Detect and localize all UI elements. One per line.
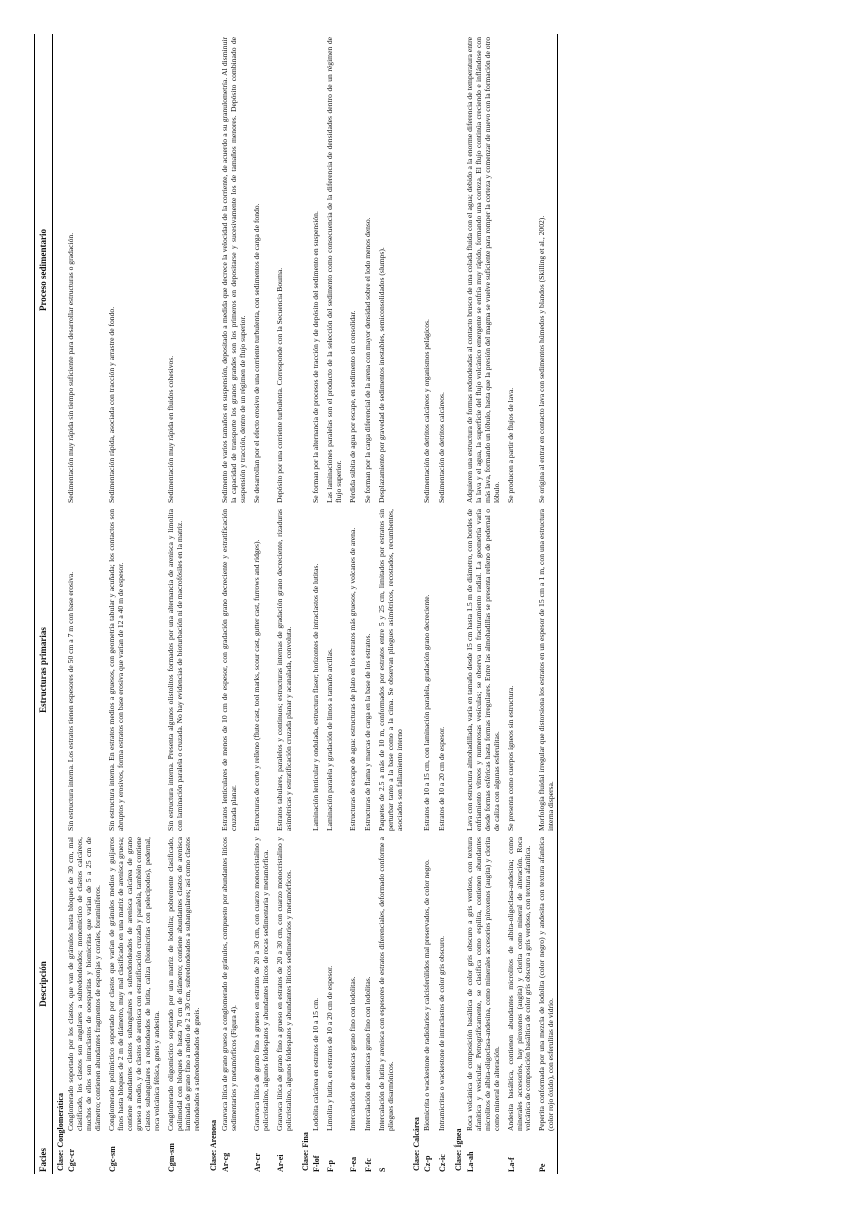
proceso-text: Se desarrollan por el efecto erosivo de una corriente turbulenta, con sedimentos de carga de fondo. <box>251 203 261 503</box>
descripcion-cell <box>345 834 359 1134</box>
header-facies: Facies <box>35 1134 53 1174</box>
proceso-text: Depósito por una corriente turbulenta. Corresponde con la Secuencia Bouma. <box>274 267 284 503</box>
descripcion-text: Intercalación de lutita y arenisca con espesores de estratos diferenciales, deformado conforme a pliegues disarmónicos. <box>377 837 396 1131</box>
descripcion-cell <box>163 834 204 1134</box>
facies-code: Cz-ic <box>437 1154 447 1172</box>
class-name: Clase: Arenosa <box>209 1119 219 1171</box>
estructuras-text: Laminación lenticular y ondulada, estructura flaser; horizontes de intraclastos de lutitas. <box>310 563 320 831</box>
table-row <box>104 34 163 1174</box>
facies-code: Ar-cr <box>252 1153 262 1172</box>
descripcion-text: Grauvaca lítica de grano fino a grueso en estratos de 20 a 30 cm, con cuarzo monocristalino y policristalino, algunos feldespatos y abundantes líticos de rocas sedimentaria y metamórfica. <box>251 837 270 1131</box>
estructuras-text: Estratos lenticulares de menos de 10 cm de espesor, con gradación grano decreciente y estratificación cruzada planar. <box>219 509 238 831</box>
table-row <box>434 34 448 1174</box>
estructuras-text: Morfología fluidal irregular que distorsiona los estratos en un espesor de 15 cm a 1 m, con una estructura interna dispersa. <box>537 509 556 831</box>
descripcion-text: Intercalación de areniscas grano fino con lodolitas. <box>362 976 372 1131</box>
facies-code: Ar-cg <box>220 1152 230 1172</box>
descripcion-text: Limolita y lutita, en estratos de 10 a 20 cm de espesor. <box>325 965 335 1131</box>
proceso-cell <box>422 34 433 506</box>
proceso-cell <box>360 34 374 506</box>
proceso-cell <box>465 34 503 506</box>
proceso-text: Se origina al entrar en contacto lava con sedimentos húmedos y blandos (Skilling et al., 2002). <box>537 215 547 503</box>
descripcion-cell <box>66 834 104 1134</box>
class-row <box>203 34 219 1174</box>
proceso-text: Se producen a partir de flujos de lava. <box>505 387 515 503</box>
descripcion-text: Andesita basáltica, contienen abundantes microlitos de albita-oligoclasa-andesina; como minerales accesorios, hay piroxenos (augita) y clorita como mineral de alteración. Roca volcánica de composición basáltica de color gris obscuro a gris verdoso, con textura afanítica. <box>505 837 533 1131</box>
estructuras-text: Lava con estructura almohadillada, varía en tamaño desde 15 cm hasta 1.5 m de diámetro, con bordes de enfriamiento vítreos y numerosas vesículas; se observa un fracturamiento radial. La geometría varía desde formas esféricas hasta formas irregulares. Entre las almohadillas se presenta relleno de pedernal o de caliza con algunas esferulitas. <box>464 509 501 831</box>
table-row <box>322 34 345 1174</box>
estructuras-text: Sin estructura interna. Presenta algunos olistolitos formados por una alternancia de arenisca y limolita con laminación paralela o cruzada. No hay evidencias de bioturbación ni de macrofósiles en la matriz. <box>165 509 184 831</box>
facies-code: Ar-ei <box>275 1154 285 1172</box>
facies-code: Pe <box>534 1134 557 1174</box>
estructuras-cell <box>249 506 272 834</box>
descripcion-cell <box>503 834 535 1134</box>
class-row <box>448 34 464 1174</box>
table-row <box>534 34 557 1174</box>
table-row <box>163 34 204 1174</box>
facies-code: Cgm-sm <box>166 1143 176 1172</box>
proceso-cell <box>345 34 359 506</box>
proceso-cell <box>163 34 204 506</box>
descripcion-text: Conglomerado soportado por los clastos, que van de gránulos hasta bloques de 30 cm, mal clasificado, los clastos son angulares a subredondeados; monomíctico de clastos calcáreos, muchos de ellos son intraclastos de ooesparitas y biomicritas que varían de 5 a 25 cm de diámetro; contienen abundantes fragmentos de esponjas y corales, foraminíferos. <box>66 837 102 1131</box>
table-row <box>503 34 535 1174</box>
facies-code: S <box>378 1167 388 1172</box>
estructuras-cell <box>345 506 359 834</box>
estructuras-cell <box>311 506 322 834</box>
estructuras-text: Estratos tabulares, paralelos y continuos; estructuras internas de gradación grano decreciente, rizaduras asimétricas y estratificación cruzada planar y acanalada, convoluta. <box>274 509 293 831</box>
table-row <box>374 34 406 1174</box>
proceso-cell <box>220 34 249 506</box>
header-estructuras: Estructuras primarias <box>35 506 53 834</box>
proceso-cell <box>434 34 448 506</box>
proceso-text: Se forman por la alternancia de procesos de tracción y de depósito del sedimento en suspensión. <box>310 211 320 503</box>
descripcion-cell <box>465 834 503 1134</box>
descripcion-text: Conglomerado polimíctico soportado por clastos que varían de gránulos medios y guijarros finos hasta bloques de 2 m de diámetro, muy mal clasificado en una matriz de arenisca gruesa; contiene abundantes clastos subangulares a subredondeados de arenisca calcárea de grano grueso a medio, y de clastos de arenisca con estratificación cruzada y paralela, también contiene clastos subangulares a redondeados de lutita, caliza (biomicritas con pelecípodos), pedernal, roca volcánica félsica, gneis y andesita. <box>106 837 161 1131</box>
estructuras-text: Sin estructura interna. En estratos medios a gruesos, con geometría tabular y acuñada; los contactos son abruptos y erosivos, forma estratos con base erosiva que varían de 12 a 40 m de espesor. <box>106 509 125 831</box>
facies-code: Cz-p <box>423 1155 433 1172</box>
descripcion-text: Grauvaca lítica de grano grueso a conglomerado de gránulos, compuesto por abundantes líticos sedimentarios y metamórficos (Figura 4). <box>219 837 238 1131</box>
class-name: Clase: Calcárea <box>412 1117 422 1171</box>
descripcion-text: Biomicrita o wackestone de radiolarios y calcisferúlidos mal preservados, de color negro. <box>422 859 432 1131</box>
class-row <box>406 34 422 1174</box>
table-body <box>52 34 558 1174</box>
facies-code: La-f <box>506 1157 516 1172</box>
proceso-cell <box>272 34 295 506</box>
proceso-text: Sedimentación de detritos calcáreos. <box>436 392 446 503</box>
header-descripcion: Descripción <box>35 834 53 1134</box>
estructuras-text: Estratos de 10 a 15 cm, con laminación paralela, gradación grano decreciente. <box>422 594 432 831</box>
proceso-text: Se forman por la carga diferencial de la arena con mayor densidad sobre el lodo menos denso. <box>362 217 372 503</box>
proceso-text: Sedimentación rápida, asociada con tracción y arrastre de fondo. <box>106 306 116 503</box>
descripcion-text: Intercalación de areniscas grano fino con lodolitas. <box>348 976 358 1131</box>
descripcion-cell <box>374 834 406 1134</box>
table-row <box>345 34 359 1174</box>
descripcion-cell <box>322 834 345 1134</box>
estructuras-text: Estructuras de corte y relleno (flute cast, tool marks, scour cast, gutter cast, furrows and ridges). <box>251 539 261 831</box>
facies-code: La-ah <box>465 1151 475 1172</box>
estructuras-cell <box>374 506 406 834</box>
descripcion-cell <box>220 834 249 1134</box>
descripcion-text: Roca volcánica de composición basáltica de color gris obscuro a gris verdoso, con textura afanítica y vesicular. Petrográficamente, se clasifica como espilita, contienen abundantes microlitos de albita-oligoclasa-andesina, como minerales accesorios piroxenos (augita) y clorita como mineral de alteración. <box>464 837 501 1131</box>
estructuras-text: Se presenta como cuerpos ígneos sin estructura. <box>505 685 515 831</box>
table-row <box>465 34 503 1174</box>
proceso-cell <box>322 34 345 506</box>
descripcion-cell <box>104 834 163 1134</box>
estructuras-cell <box>163 506 204 834</box>
proceso-text: Las laminaciones paralelas son el producto de la selección del sedimento como consecuencia de la diferencia de densidades dentro de un régimen de flujo superior. <box>325 37 344 503</box>
class-name: Clase: Conglomerática <box>55 1093 65 1171</box>
facies-code: Cgc-cr <box>67 1148 77 1172</box>
proceso-cell <box>66 34 104 506</box>
facies-code: F-p <box>326 1160 336 1172</box>
estructuras-cell <box>66 506 104 834</box>
estructuras-cell <box>220 506 249 834</box>
proceso-cell <box>503 34 535 506</box>
table-row <box>249 34 272 1174</box>
descripcion-text: Intramicritas o wackestone de intraclastos de color gris obscuro. <box>436 935 446 1131</box>
descripcion-cell <box>360 834 374 1134</box>
descripcion-cell <box>534 834 557 1134</box>
descripcion-cell <box>311 834 322 1134</box>
descripcion-text: Lodolita calcárea en estratos de 10 a 15 cm. <box>310 997 320 1131</box>
facies-code: Cgc-sm <box>107 1146 117 1172</box>
estructuras-cell <box>360 506 374 834</box>
proceso-text: Sedimentación de detritos calcáreos y organismos pelágicos. <box>422 319 432 503</box>
estructuras-cell <box>534 506 557 834</box>
table-row <box>311 34 322 1174</box>
estructuras-text: Estratos de 10 a 20 cm de espesor. <box>436 726 446 831</box>
table-row <box>422 34 433 1174</box>
header-proceso: Proceso sedimentario <box>35 34 53 506</box>
descripcion-text: Conglomerado oligomíctico soportado por una matriz de lodolita; pobremente clasificado, polimodal con bloques de hasta 70 cm de diámetro; contiene abundantes clastos de arenisca laminada de grano fino a medio de 2 a 30 cm, subredondeados a subangulares; así como clastos redondeados a subredondeados de gneis. <box>165 837 202 1131</box>
estructuras-text: Estructuras de flama y marcas de carga en la base de los estratos. <box>362 633 372 831</box>
facies-table <box>34 34 558 1174</box>
facies-code: F-lof <box>311 1155 321 1172</box>
class-name: Clase: Ígnea <box>454 1128 464 1171</box>
class-row <box>52 34 66 1174</box>
estructuras-cell <box>465 506 503 834</box>
descripcion-cell <box>249 834 272 1134</box>
proceso-text: Sedimentación muy rápida sin tiempo suficiente para desarrollar estructuras o gradación. <box>66 232 76 503</box>
table-row <box>360 34 374 1174</box>
table-row <box>220 34 249 1174</box>
estructuras-text: Paquetes de 2.5 a más de 10 m, conformados por estratos entre 5 y 25 cm, limitados por estratos sin perturbar tanto a la base como a la cima. Se observan pliegues asimétricos, recostados, recumbentes, asociados son fallamiento interno <box>377 509 405 831</box>
descripcion-cell <box>272 834 295 1134</box>
descripcion-text: Grauvaca lítica de grano fino a grueso en estratos de 20 a 30 cm, con cuarzo monocristalino y policristalino, algunos feldespatos y abundantes líticos sedimentarios y metamórficos. <box>274 837 293 1131</box>
estructuras-cell <box>272 506 295 834</box>
estructuras-text: Laminación paralela y gradación de limos a tamaño arcillas. <box>325 648 335 831</box>
facies-code: F-ea <box>349 1156 359 1172</box>
estructuras-cell <box>503 506 535 834</box>
estructuras-cell <box>434 506 448 834</box>
proceso-text: Sedimento de varios tamaños en suspensión, depositado a medida que decrece la velocidad de la corriente, de acuerdo a su granulometría. Al disminuir la capacidad de transporte los granos grandes son los primeros en depositarse y sucesivamente los de tamaños menores. Depósito combinado de suspensión y tracción, dentro de un régimen de flujo superior. <box>219 37 247 503</box>
proceso-text: Pérdida súbita de agua por escape, en sedimento sin consolidar. <box>348 310 358 503</box>
proceso-cell <box>534 34 557 506</box>
proceso-cell <box>249 34 272 506</box>
class-name: Clase: Fina <box>300 1132 310 1171</box>
descripcion-cell <box>434 834 448 1134</box>
table-row <box>272 34 295 1174</box>
proceso-text: Sedimentación muy rápida en fluidos cohesivos. <box>165 355 175 503</box>
table-header <box>35 34 53 1174</box>
estructuras-text: Sin estructura interna. Los estratos tienen espesores de 50 cm a 7 m con base erosiva. <box>66 571 76 831</box>
estructuras-cell <box>422 506 433 834</box>
proceso-text: Desplazamiento por gravedad de sedimentos inestables, semiconsolidados (slumps). <box>377 247 387 503</box>
table-row <box>66 34 104 1174</box>
descripcion-cell <box>422 834 433 1134</box>
proceso-cell <box>374 34 406 506</box>
proceso-cell <box>104 34 163 506</box>
estructuras-text: Estructuras de escape de agua: estructuras de plato en los estratos más gruesos, y volcanes de arena. <box>348 527 358 831</box>
descripcion-text: Peperita conformada por una mezcla de lodolita (color negro) y andesita con textura afanítica (color rojo óxido), con esferulitas de vidrio. <box>537 837 556 1131</box>
proceso-cell <box>311 34 322 506</box>
proceso-text: Adquieren una estructura de formas redondeadas al contacto brusco de una colada fluida con el agua; debido a la enorme diferencia de temperatura entre la lava y el agua, la superficie del flujo volcánico emergente se enfría muy rápido, formando una corteza. El flujo continúa creciendo e inflándose con más lava, formando un lóbulo, hasta que la presión del magma se vuelve suficiente para romper la corteza y comenzar de nuevo con la formación de otro lóbulo. <box>464 37 501 503</box>
estructuras-cell <box>322 506 345 834</box>
estructuras-cell <box>104 506 163 834</box>
facies-code: F-fc <box>363 1158 373 1172</box>
class-row <box>295 34 311 1174</box>
